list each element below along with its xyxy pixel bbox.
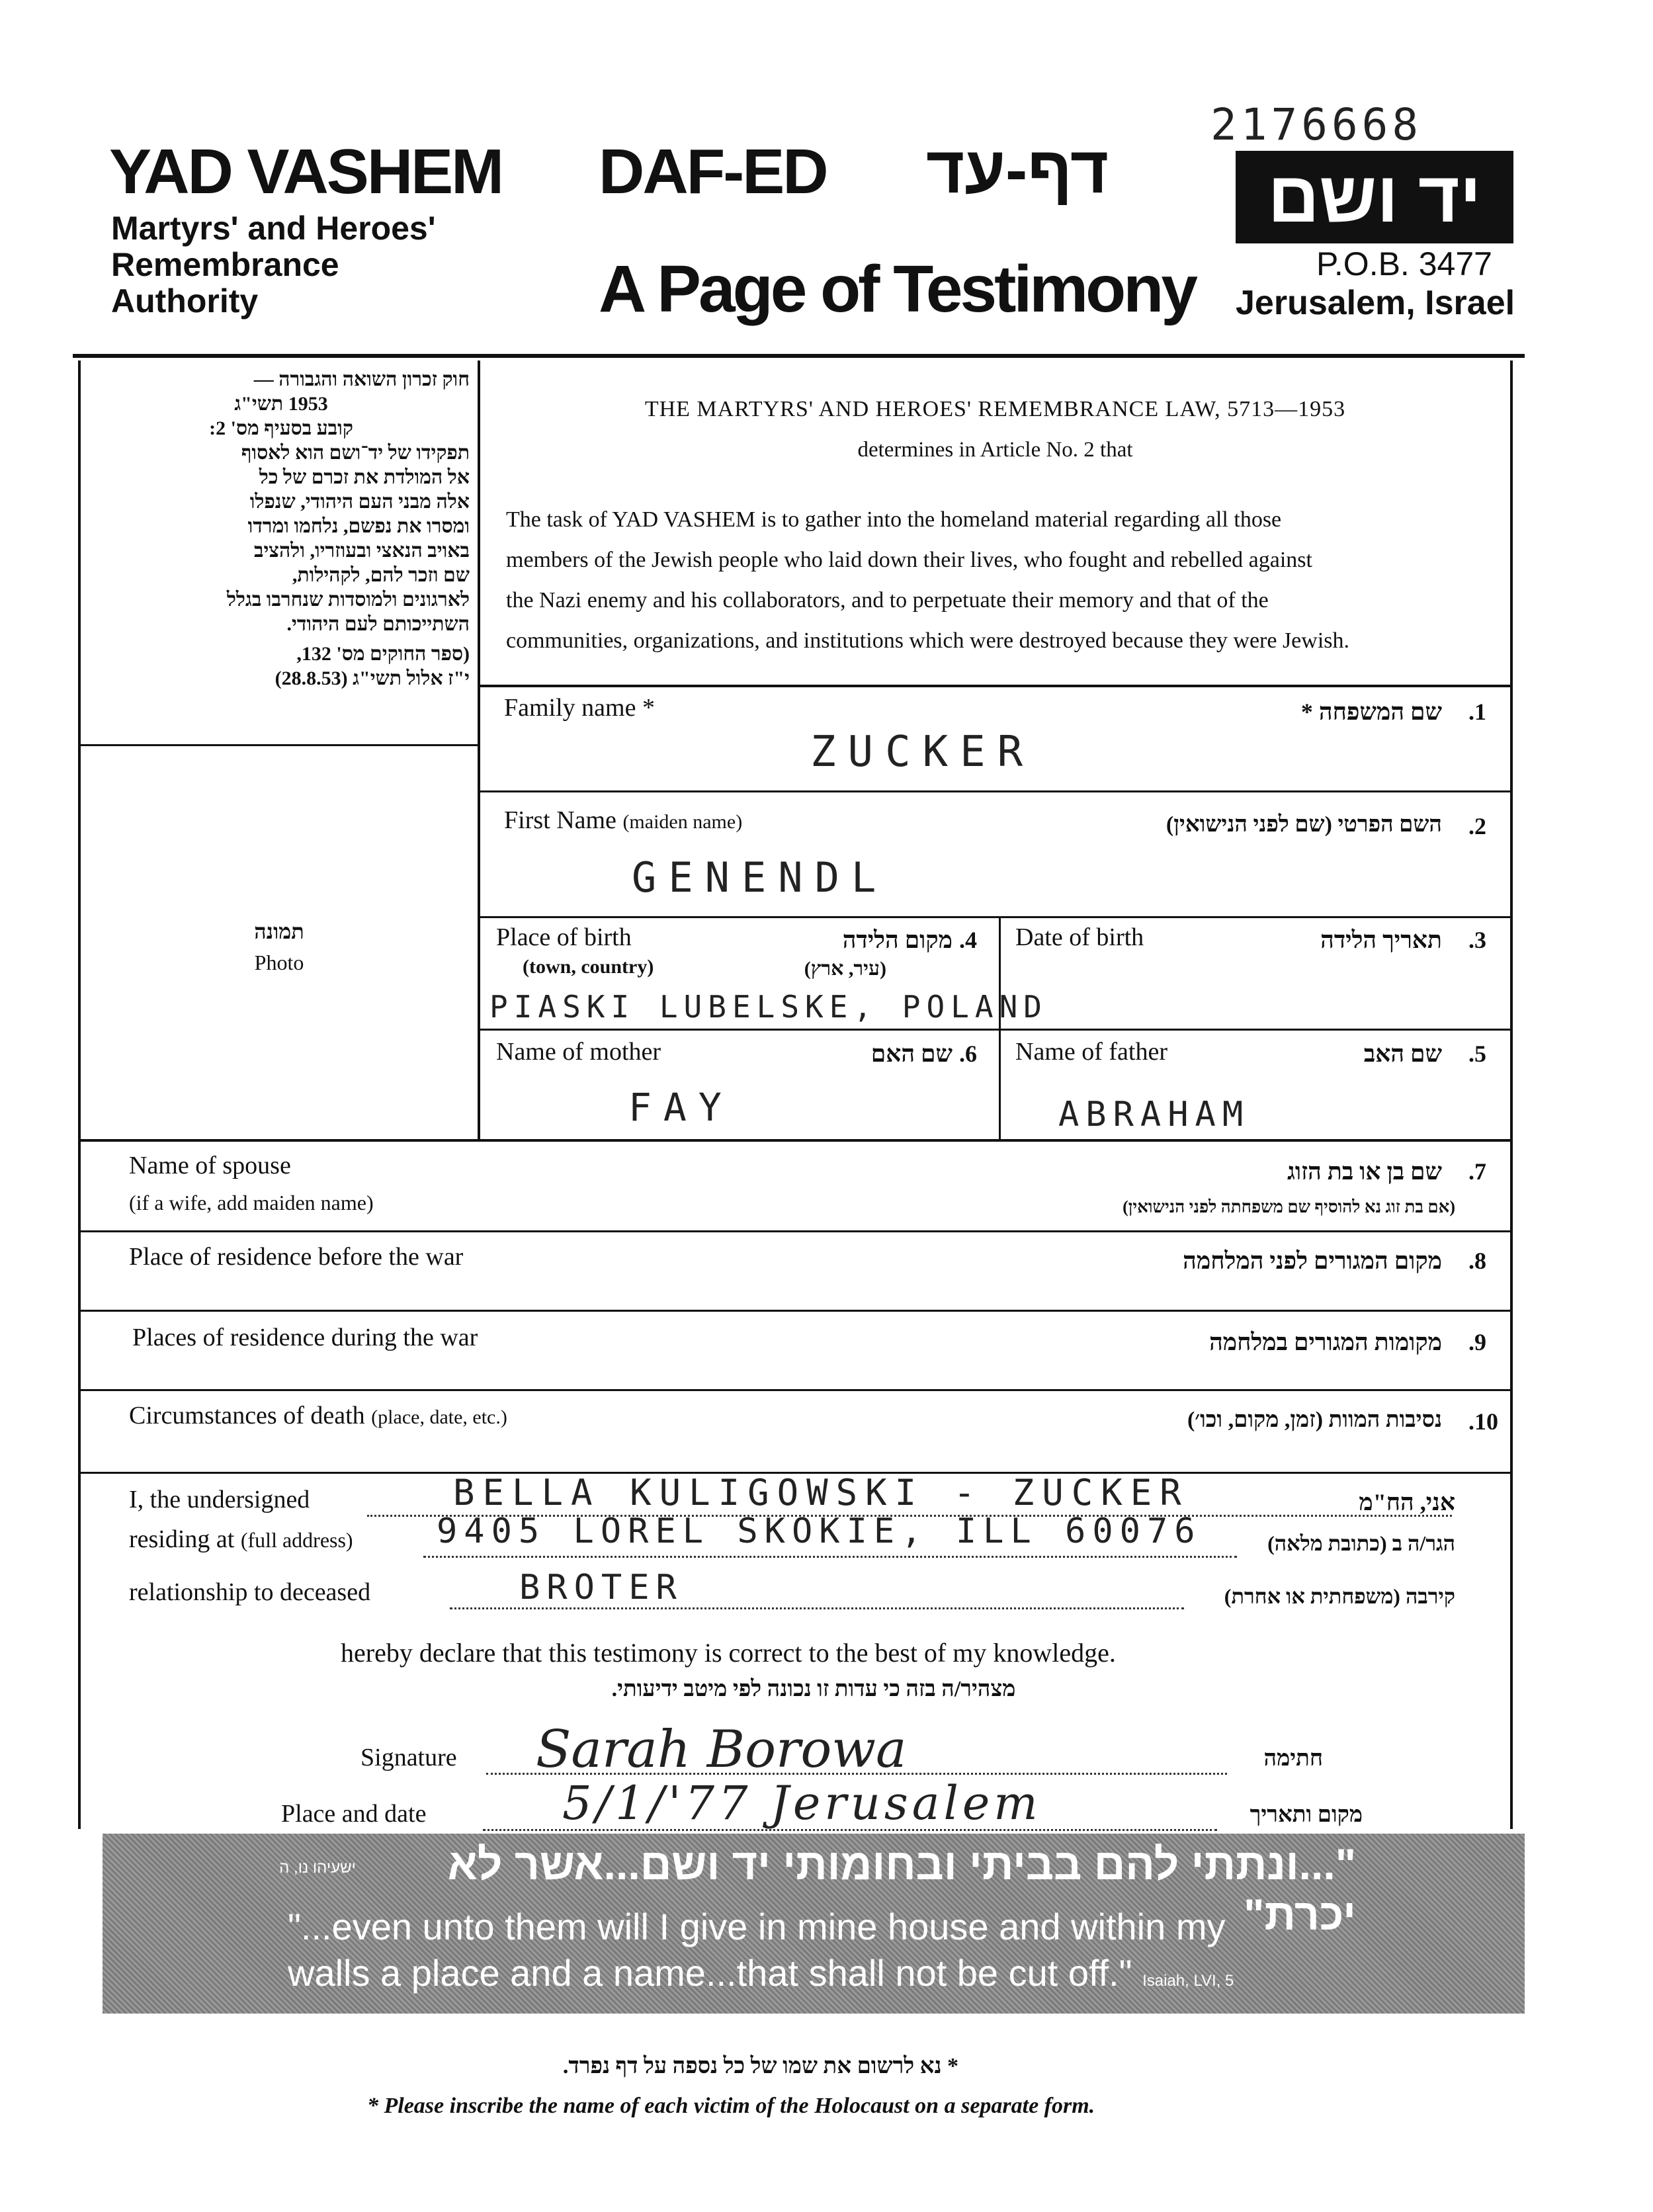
undersigned-label-he: אני, הח"מ [1359,1489,1455,1515]
place-of-birth-label-he: מקום הלידה [842,927,953,953]
org-sub3: Authority [111,282,259,319]
mother-label-en: Name of mother [496,1038,661,1066]
relationship-value[interactable]: BROTER [519,1568,683,1607]
hebrew-law-underline [81,744,478,746]
undersigned-label-en: I, the undersigned [129,1486,310,1513]
law-line: The task of YAD VASHEM is to gather into the homeland material regarding all those [506,507,1282,532]
place-of-birth-value[interactable]: PIASKI LUBELSKE, POLAND [489,989,1048,1025]
field-number: .2 [1468,813,1486,839]
family-name-label-en: Family name * [504,694,655,722]
family-name-label-he: שם המשפחה * [1300,699,1442,725]
field-number: .6 [959,1041,977,1067]
daf-ed-he: דף-עד [926,133,1109,207]
left-border-full [78,361,81,1829]
spouse-label-he: שם בן או בת הזוג [1287,1158,1442,1185]
residence-during-label-en: Places of residence during the war [132,1324,478,1351]
signature-label-en: Signature [360,1744,457,1771]
yad-vashem-logo: יד ושם [1236,151,1513,243]
address-value[interactable]: 9405 LOREL SKOKIE, ILL 60076 [437,1511,1202,1551]
hebrew-law-line: חוק זכרון השואה והגבורה — [253,368,470,390]
law-title: THE MARTYRS' AND HEROES' REMEMBRANCE LAW, 5713—1953 [644,397,1346,421]
date-of-birth-label-he: תאריך הלידה [1320,927,1442,953]
banner-line2-text: walls a place and a name...that shall not be cut off." [288,1952,1132,1994]
pob: P.O.B. 3477 [1316,245,1492,282]
address-label-small: (full address) [240,1528,353,1552]
father-label-en: Name of father [1015,1038,1167,1066]
banner-line1: "...even unto them will I give in mine house and within my [288,1906,1226,1947]
first-name-label-he: השם הפרטי (שם לפני הנישואין) [1166,812,1442,837]
panel-divider [478,361,480,1141]
grid-line [480,1029,1510,1031]
hebrew-law-line: שם וזכר להם, לקהילות, [292,564,470,586]
place-of-birth-label-en: Place of birth [496,923,632,951]
photo-label-he: תמונה [254,919,304,943]
field-number: .7 [1468,1158,1486,1185]
hebrew-law-line: (ספר החוקים מס' 132, [296,643,470,665]
first-name-value[interactable]: GENENDL [632,853,888,902]
spouse-label-en-small: (if a wife, add maiden name) [129,1191,374,1214]
org-sub2: Remembrance [111,246,339,283]
hebrew-law-line: אל המולדת את זכרם של כל [259,466,470,488]
field-number: .5 [1468,1041,1486,1067]
place-of-birth-label-he-small: (עיר, ארץ) [804,958,886,980]
grid-line [78,1230,1513,1232]
field-number: .8 [1468,1248,1486,1274]
banner-hebrew: "...ונתתי להם בביתי ובחומותי יד ושם...אשר לא יכרת" [447,1840,1356,1939]
hebrew-law-line: אלה מבני העם היהודי, שנפלו [249,491,470,513]
hebrew-law-line: באויב הנאצי ובעוזריו, ולהציב [253,540,470,562]
relationship-line [450,1607,1184,1609]
right-border [1510,361,1513,1829]
undersigned-value[interactable]: BELLA KULIGOWSKI - ZUCKER [453,1472,1189,1513]
father-value[interactable]: ABRAHAM [1058,1095,1250,1134]
field-number: .3 [1468,927,1486,953]
hebrew-law-line: י"ז אלול תשי"ג (28.8.53) [275,667,470,689]
place-date-label-en: Place and date [281,1800,427,1828]
law-line: the Nazi enemy and his collaborators, and to perpetuate their memory and that of the [506,588,1269,613]
serial-number: 2176668 [1210,99,1423,150]
residence-before-label-en: Place of residence before the war [129,1243,464,1271]
grid-line-vertical [999,916,1001,1141]
address-line [423,1556,1237,1558]
page-title: A Page of Testimony [599,252,1195,326]
footer-note-en: * Please inscribe the name of each victim of the Holocaust on a separate form. [367,2094,1095,2118]
death-label-en [129,1401,507,1430]
field-number: .1 [1468,699,1486,725]
org-sub1: Martyrs' and Heroes' [111,210,436,247]
date-of-birth-label-en: Date of birth [1015,923,1144,951]
family-name-value[interactable]: ZUCKER [810,728,1035,777]
footer-note-he: * נא לרשום את שמו של כל נספה על דף נפרד. [562,2054,959,2078]
death-label-he: נסיבות המוות (זמן, מקום, וכו׳) [1187,1408,1442,1432]
hebrew-law-line: ומסרו את נפשם, נלחמו ומרדו [247,515,470,537]
banner-hebrew-ref: ישעיהו נו, ה [279,1859,356,1877]
address-label: residing at [129,1525,235,1553]
field-number: .9 [1468,1329,1486,1355]
spouse-label-he-small: (אם בת זוג נא להוסיף שם משפחתה לפני הנישואין) [1123,1197,1455,1216]
hebrew-law-line: 1953 תשי"ג [234,393,328,415]
mother-label-he: שם האם [870,1041,953,1067]
hebrew-law-line: תפקידו של יד־ושם הוא לאסוף [241,442,470,464]
law-line: members of the Jewish people who laid down their lives, who fought and rebelled against [506,548,1312,572]
address-label-en [129,1525,353,1554]
grid-line [480,916,1510,918]
field-number: .4 [959,927,977,953]
residence-before-label-he: מקום המגורים לפני המלחמה [1183,1248,1442,1274]
death-label-small: (place, date, etc.) [371,1406,507,1428]
hebrew-law-line: לארגונים ולמוסדות שנחרבו בגלל [226,589,470,611]
photo-label-en: Photo [254,951,304,974]
grid-line [480,685,1510,687]
banner-line2 [288,1951,1234,1994]
hebrew-law-line: השתייכותם לעם היהודי. [286,613,470,635]
banner-ref: Isaiah, LVI, 5 [1142,1972,1234,1990]
grid-line [480,790,1510,792]
spouse-label-en: Name of spouse [129,1152,291,1179]
org-name: YAD VASHEM [109,136,503,207]
place-of-birth-label-en-small: (town, country) [523,956,654,978]
address-label-he: הגר/ה ב (כתובת מלאה) [1267,1531,1455,1555]
grid-line [78,1389,1513,1391]
place-date-label-he: מקום ותאריך [1250,1803,1363,1827]
daf-ed-en: DAF-ED [599,136,827,207]
signature-value[interactable]: Sarah Borowa [536,1720,907,1779]
top-rule [73,354,1525,358]
hebrew-law-line: קובע בסעיף מס' 2: [209,417,353,439]
declaration-text-he: מצהיר/ה בזה כי עדות זו נכונה לפי מיטב ידיעותי. [611,1677,1016,1701]
relationship-label-en: relationship to deceased [129,1578,371,1606]
father-label-he: שם האב [1363,1041,1442,1067]
relationship-label-he: קירבה (משפחתית או אחרת) [1224,1584,1455,1608]
grid-line [78,1139,1513,1142]
declaration-text-en: hereby declare that this testimony is correct to the best of my knowledge. [341,1638,1116,1668]
first-name-label-en [504,806,742,835]
grid-line [78,1310,1513,1312]
law-subtitle: determines in Article No. 2 that [857,438,1133,462]
city: Jerusalem, Israel [1236,284,1515,322]
field-number: .10 [1468,1408,1498,1435]
place-date-value[interactable]: 5/1/'77 Jerusalem [562,1776,1042,1830]
first-name-label-small: (maiden name) [622,811,743,833]
hebrew-law-text [93,367,470,691]
org-subtitle [111,210,436,319]
first-name-label: First Name [504,806,616,834]
mother-value[interactable]: FAY [628,1085,734,1130]
law-body [506,499,1492,661]
law-line: communities, organizations, and institutions which were destroyed because they were Jewish. [506,628,1349,653]
death-label: Circumstances of death [129,1402,365,1429]
signature-label-he: חתימה [1263,1746,1323,1771]
residence-during-label-he: מקומות המגורים במלחמה [1209,1329,1442,1355]
